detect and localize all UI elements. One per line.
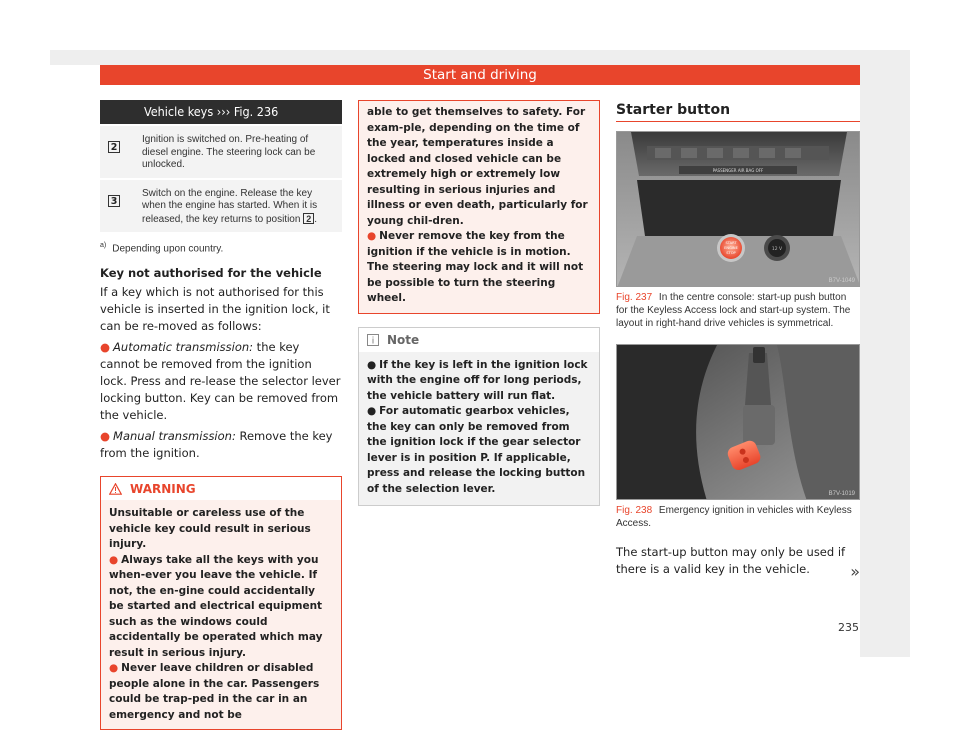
list-item: ● Automatic transmission: the key cannot be removed from the ignition lock. Press and re-lease the selector lever locking button. Key can be removed from the vehicle.	[100, 340, 341, 423]
figure-console-image	[616, 131, 860, 287]
start-button-text-line-3: STOP	[726, 251, 736, 255]
warning-header: WARNING	[101, 477, 341, 500]
start-button-text-line-2: ENGINE	[724, 246, 738, 250]
image-code: B7V-1049	[828, 278, 855, 284]
bullet-icon: ●	[367, 230, 377, 242]
table-row	[100, 178, 342, 233]
bullet-icon: ●	[367, 358, 377, 371]
list-item: ● Always take all the keys with you when-ever you leave the vehicle. If not, the en-gine could accidentally be started and electrical equipment such as the windows could accidentally be operated which may result in serious injury.	[109, 553, 323, 659]
column-middle	[358, 100, 600, 506]
column-left	[100, 100, 342, 730]
position-number: 3	[108, 195, 120, 207]
start-button-text-line-1: START	[725, 241, 737, 245]
paragraph: If a key which is not authorised for this vehicle is inserted in the ignition lock, it can be re-moved as follows:	[100, 285, 330, 334]
page-number: 235	[838, 621, 859, 634]
figure-caption: Fig. 238 Emergency ignition in vehicles with Keyless Access.	[616, 505, 852, 529]
list-item: ● For automatic gearbox vehicles, the key can only be removed from the ignition lock if the gear selector lever is in position P. If applicable, press and release the locking button of the selection lever.	[367, 405, 586, 495]
bullet-icon: ●	[109, 662, 119, 675]
note-header: Note	[359, 328, 599, 352]
paragraph: The start-up button may only be used if there is a valid key in the vehicle. »	[616, 545, 860, 581]
table-row	[100, 124, 342, 178]
figure-caption: Fig. 237 In the centre console: start-up push button for the Keyless Access lock and start-up system. The layout in right-hand drive vehicles is symmetrical.	[616, 292, 851, 329]
warning-box	[100, 476, 342, 730]
socket-label: 12 V	[771, 247, 783, 252]
continue-arrow-icon: »	[850, 562, 860, 581]
figure-emergency-ignition-image	[616, 344, 860, 500]
column-right	[616, 100, 860, 581]
emergency-ignition-illustration	[617, 345, 860, 500]
info-icon	[367, 334, 379, 346]
list-item: ● Never leave children or disabled people alone in the car. Passengers could be trap-ped in the car in an emergency and not be	[109, 662, 320, 721]
bullet-icon: ●	[100, 340, 111, 355]
table-cell-text: Switch on the engine. Release the key when the engine has started. When it is released, the key returns to position 2 .	[142, 187, 318, 225]
warning-triangle-icon	[109, 483, 122, 495]
image-code: B7V-1019	[828, 491, 855, 497]
list-item: ● If the key is left in the ignition lock with the engine off for long periods, the vehicle battery will run flat.	[367, 358, 588, 402]
note-body	[359, 352, 599, 506]
position-number-inline: 2	[303, 213, 314, 224]
table-cell-text: Ignition is switched on. Pre-heating of diesel engine. The steering lock can be unlocked.	[142, 134, 316, 170]
air-bag-panel-label: PASSENGER AIR BAG OFF	[712, 168, 764, 173]
list-item: ● Never remove the key from the ignition if the vehicle is in motion. The steering may lock and it will not be possible to turn the steering wheel.	[367, 230, 584, 304]
section-title: Starter button	[616, 100, 860, 122]
list-item: ● Manual transmission: Remove the key from the ignition.	[100, 429, 333, 461]
bullet-icon: ●	[367, 405, 377, 417]
bullet-icon: ●	[109, 553, 119, 566]
chapter-header: Start and driving	[100, 65, 860, 85]
console-illustration	[617, 132, 860, 287]
note-box	[358, 327, 600, 507]
position-number: 2	[108, 141, 120, 153]
warning-body: Unsuitable or careless use of the vehicle key could result in serious injury. ● Always take all the keys with you when-ever you leave the vehicle. If not, the en-gine could accidentally be started and electrical equipment such as the windows could accidentally be operated which may result in serious injury. ● Never leave children or disabled people alone in the car. Passengers could be trap-ped in the car in an emergency and not be	[101, 500, 341, 729]
bullet-icon: ●	[100, 429, 111, 444]
footnote: $^{a)}$ Depending upon country.	[100, 242, 224, 255]
section-heading: Key not authorised for the vehicle	[100, 266, 322, 281]
warning-box-continued: able to get themselves to safety. For exam-ple, depending on the time of the year, temperatures inside a locked and closed vehicle can be extremely high or extremely low resulting in serious injuries and illness or even death, particularly for young chil-dren. ● Never remove the key from the ignition if the vehicle is in motion. The steering may lock and it will not be possible to turn the steering wheel.	[358, 100, 600, 314]
table-heading: Vehicle keys ››› Fig. 236	[100, 100, 342, 124]
